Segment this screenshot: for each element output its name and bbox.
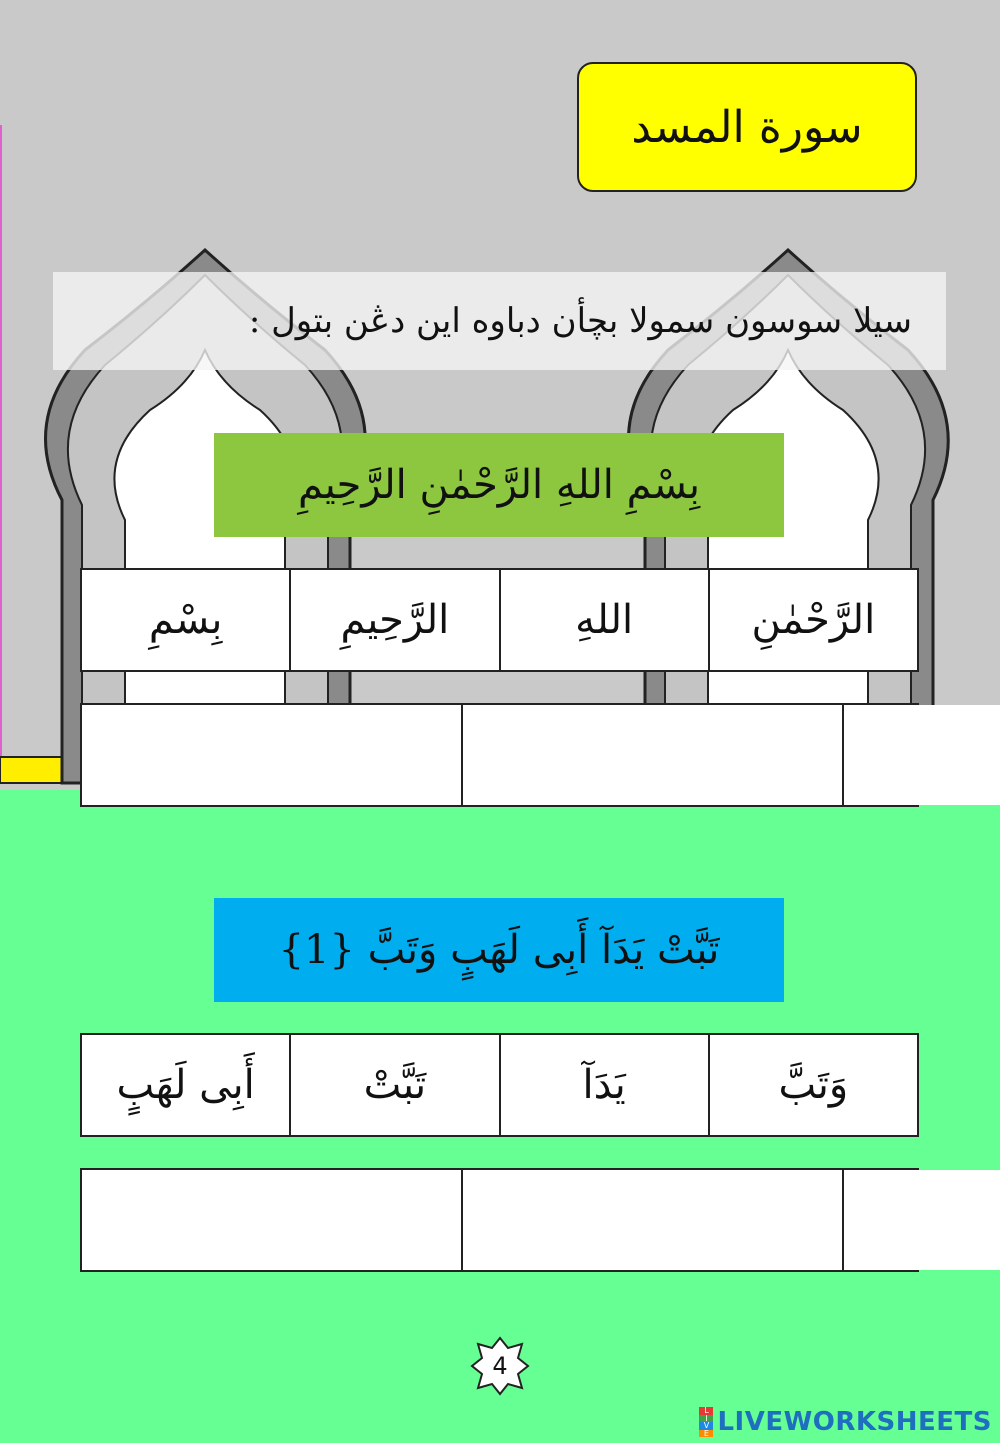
word-cell[interactable]: بِسْمِ (148, 597, 223, 643)
verse-banner-1: بِسْمِ اللهِ الرَّحْمٰنِ الرَّحِيمِ (214, 433, 784, 537)
brand-name: LIVEWORKSHEETS (717, 1407, 992, 1437)
answer-input[interactable] (82, 1170, 461, 1270)
answer-row-2 (80, 1168, 919, 1272)
word-cell[interactable]: أَبِى لَهَبٍ (116, 1062, 255, 1108)
page-number-badge (470, 1336, 530, 1396)
word-cell[interactable]: تَبَّتْ (289, 1035, 498, 1135)
answer-input[interactable] (842, 705, 1000, 805)
word-cell[interactable]: اللهِ (499, 570, 708, 670)
word-cell[interactable]: الرَّحْمٰنِ (708, 570, 917, 670)
answer-input[interactable] (842, 1170, 1000, 1270)
word-cell[interactable]: وَتَبَّ (708, 1035, 917, 1135)
word-row-2 (80, 1033, 919, 1137)
page-title: سورة المسد (577, 62, 917, 192)
word-cell[interactable]: يَدَآ (499, 1035, 708, 1135)
page-number: 4 (492, 1352, 508, 1380)
answer-input[interactable] (461, 1170, 842, 1270)
liveworksheets-logo-icon: L I V E (699, 1407, 713, 1437)
answer-row-1 (80, 703, 919, 807)
instruction-text: سيلا سوسون سمولا بچأن دباوه اين دڠن بتول : (53, 272, 946, 370)
verse-banner-2: تَبَّتْ يَدَآ أَبِى لَهَبٍ وَتَبَّ {1} (214, 898, 784, 1002)
word-row-1 (80, 568, 919, 672)
liveworksheets-branding[interactable] (699, 1405, 992, 1439)
word-cell[interactable]: الرَّحِيمِ (289, 570, 498, 670)
answer-input[interactable] (82, 705, 461, 805)
answer-input[interactable] (461, 705, 842, 805)
